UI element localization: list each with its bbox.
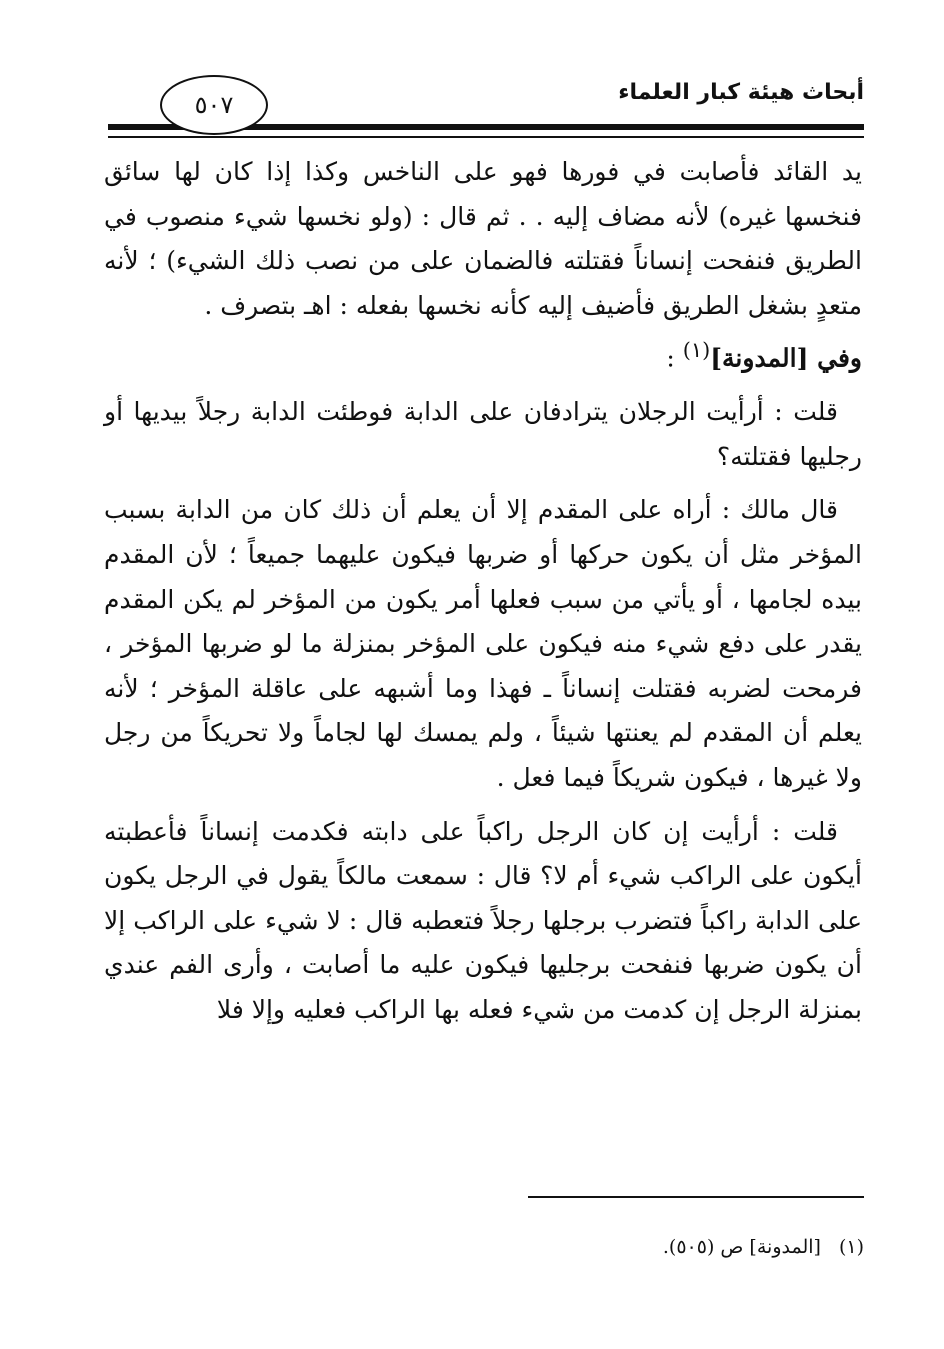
paragraph-answer-1: قال مالك : أراه على المقدم إلا أن يعلم أن ذلك كان من الدابة بسبب المؤخر مثل أن يكون حركها أو ضربها فيكون عليهما جميعاً ؛ لأن المقدم بيده لجامها ، أو يأتي من سبب فعلها أمر يكون من المؤخر لم يكن المقدم يقدر على دفع شيء منه فيكون على المؤخر بمنزلة ما لو ضربها المؤخر ، فرمحت لضربه فقتلت إنساناً ـ فهذا وما أشبهه على عاقلة المؤخر ؛ لأنه يعلم أن المقدم لم يعنتها شيئاً ، ولم يمسك لها لجاماً ولا تحريكاً من رجل ولا غيرها ، فيكون شريكاً فيما فعل . — [104, 495, 862, 793]
source-heading — [104, 328, 862, 381]
page-number: ٥٠٧ — [160, 75, 268, 135]
text-line: الطريق فنفحت إنساناً فقتلته فالضمان على من نصب ذلك الشيء) ؛ لأنه — [104, 246, 862, 276]
header-rule-thin — [108, 136, 864, 138]
running-header-title: أبحاث هيئة كبار العلماء — [618, 80, 864, 105]
text-line: يد القائد فأصابت في فورها فهو على الناخس وكذا إذا كان لها سائق — [104, 157, 862, 186]
footnote-ref: (١) — [682, 338, 711, 363]
footnote-text: [المدونة] ص (٥٠٥). — [662, 1236, 821, 1258]
footnote-number: (١) — [838, 1236, 864, 1258]
footnote — [663, 1236, 864, 1258]
paragraph-question-1: قلت : أرأيت الرجلان يترادفان على الدابة فوطئت الدابة رجلاً بيديها أو رجليها فقتلته؟ — [104, 397, 862, 471]
paragraph-question-2: قلت : أرأيت إن كان الرجل راكباً على دابته فكدمت إنساناً فأعطبته أيكون على الراكب شيء أم لا؟ قال : سمعت مالكاً يقول في الرجل يكون على الدابة راكباً فتضرب برجلها رجلاً فتعطبه قال : لا شيء على الراكب إلا أن يكون ضربها فنفحت برجليها فيكون عليه ما أصابت ، وأرى الفم عندي بمنزلة الرجل إن كدمت من شيء فعله بها الراكب فعليه وإلا فلا — [104, 816, 862, 1025]
text-line: فنخسها غيره) لأنه مضاف إليه . . ثم قال : (ولو نخسها شيء منصوب في — [104, 201, 862, 231]
body-text — [104, 150, 862, 1033]
source-colon: : — [666, 343, 683, 373]
source-intro: وفي [المدونة] — [710, 343, 862, 373]
intro-paragraph — [104, 150, 862, 328]
footnote-separator — [528, 1196, 864, 1198]
text-line: متعدٍ بشغل الطريق فأضيف إليه كأنه نخسها بفعله : اهـ بتصرف . — [204, 290, 862, 320]
